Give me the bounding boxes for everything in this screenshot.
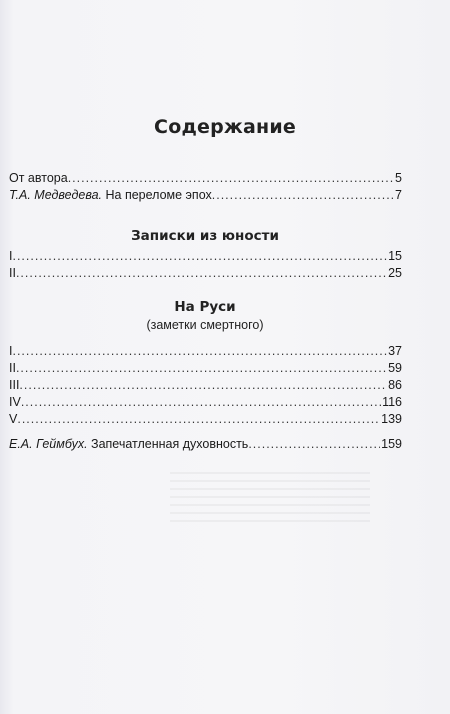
toc-entry bbox=[9, 411, 402, 428]
page-title: Содержание bbox=[154, 116, 296, 138]
toc-back-entries bbox=[9, 436, 402, 453]
toc-entry-from-author bbox=[9, 170, 402, 187]
leader-dots bbox=[16, 360, 387, 377]
show-through-text bbox=[170, 472, 370, 522]
toc-page-number: 159 bbox=[381, 437, 402, 451]
toc-entry-label: Е.А. Геймбух. Запечатленная духовность bbox=[9, 437, 249, 451]
toc-page-number: 15 bbox=[388, 249, 402, 263]
toc-entry-medvedeva bbox=[9, 187, 402, 204]
leader-dots bbox=[17, 411, 380, 428]
toc-entry bbox=[9, 265, 402, 282]
leader-dots bbox=[212, 187, 394, 204]
toc-page-number: 116 bbox=[382, 395, 402, 409]
toc-page-number: 86 bbox=[388, 378, 402, 392]
toc-section-youth bbox=[9, 248, 402, 282]
toc-page-number: 37 bbox=[388, 344, 402, 358]
toc-entry-label: IV bbox=[9, 395, 21, 409]
toc-entry-label: III bbox=[9, 378, 20, 392]
leader-dots bbox=[12, 248, 387, 265]
toc-page-number: 7 bbox=[395, 188, 402, 202]
toc-entry-label: I bbox=[9, 344, 13, 358]
toc-page-number: 139 bbox=[381, 412, 402, 426]
toc-front-entries bbox=[9, 170, 402, 204]
toc-entry-label: I bbox=[9, 249, 13, 263]
toc-entry-label: От автора bbox=[9, 171, 68, 185]
toc-entry-label: II bbox=[9, 361, 16, 375]
toc-entry bbox=[9, 343, 402, 360]
leader-dots bbox=[68, 170, 394, 187]
toc-section-rus bbox=[9, 343, 402, 428]
toc-entry bbox=[9, 360, 402, 377]
leader-dots bbox=[12, 343, 387, 360]
section-title-rus: На Руси bbox=[174, 299, 236, 315]
toc-entry-geimbukh bbox=[9, 436, 402, 453]
toc-entry bbox=[9, 248, 402, 265]
toc-entry-label: II bbox=[9, 266, 16, 280]
toc-entry bbox=[9, 377, 402, 394]
leader-dots bbox=[248, 436, 380, 453]
toc-page-number: 5 bbox=[395, 171, 402, 185]
section-title-youth: Записки из юности bbox=[131, 228, 279, 244]
toc-page-number: 25 bbox=[388, 266, 402, 280]
toc-entry-label: V bbox=[9, 412, 18, 426]
leader-dots bbox=[21, 394, 381, 411]
section-subtitle: (заметки смертного) bbox=[146, 318, 264, 332]
toc-page-number: 59 bbox=[388, 361, 402, 375]
leader-dots bbox=[19, 377, 387, 394]
toc-entry bbox=[9, 394, 402, 411]
toc-entry-label: Т.А. Медведева. На переломе эпох bbox=[9, 188, 212, 202]
leader-dots bbox=[16, 265, 387, 282]
